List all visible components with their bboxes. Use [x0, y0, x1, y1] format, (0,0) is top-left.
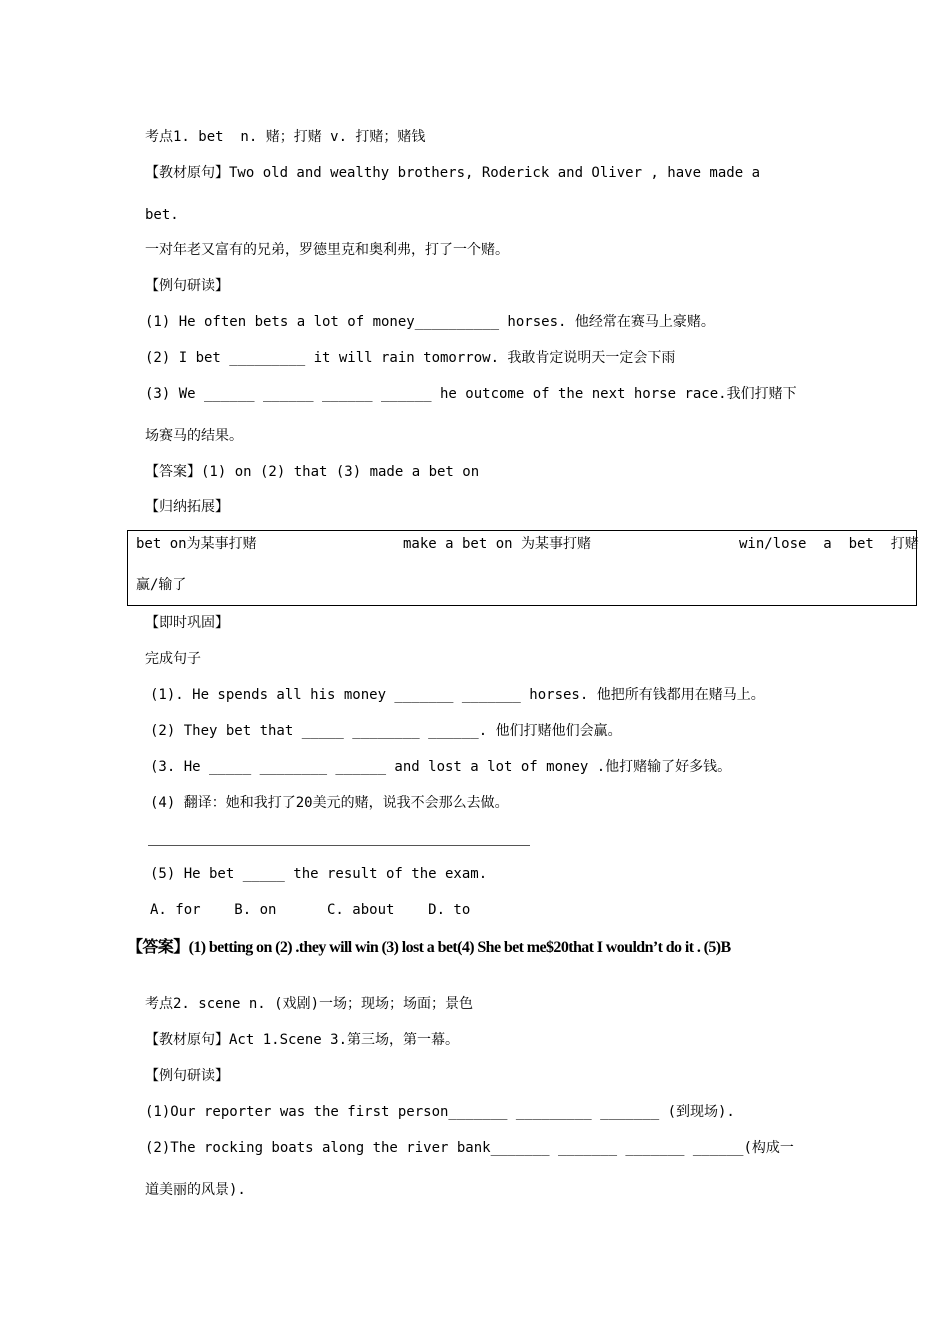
- summary-phrase-3: win/lose a bet 打赌: [739, 536, 919, 552]
- practice-5-options: A. for B. on C. about D. to: [150, 902, 471, 918]
- answer-1: 【答案】(1) on (2) that (3) made a bet on: [145, 464, 480, 480]
- practice-5: (5) He bet _____ the result of the exam.: [150, 866, 488, 882]
- practice-3: (3. He _____ ________ ______ and lost a lot of money .他打赌输了好多钱。: [150, 759, 732, 775]
- summary-phrase-2: make a bet on 为某事打赌: [403, 536, 592, 552]
- examples-heading: 【例句研读】: [145, 278, 229, 294]
- example-3-line1: (3) We ______ ______ ______ ______ he outcome of the next horse race.我们打赌下: [145, 386, 797, 402]
- section2-example-1: (1)Our reporter was the first person_______ _________ _______ (到现场).: [145, 1104, 735, 1120]
- section2-source: 【教材原句】Act 1.Scene 3.第三场，第一幕。: [145, 1032, 460, 1048]
- summary-box: [127, 530, 917, 606]
- example-3-line2: 场赛马的结果。: [145, 428, 243, 444]
- example-1: (1) He often bets a lot of money__________ horses. 他经常在赛马上豪赌。: [145, 314, 715, 330]
- summary-heading: 【归纳拓展】: [145, 499, 229, 515]
- summary-phrase-1: bet on为某事打赌: [136, 536, 257, 552]
- answer-line: [148, 845, 530, 846]
- answer-2: 【答案】(1) betting on (2) .they will win (3) lost a bet(4) She bet me$20that I wouldn’t do it . (5)B: [127, 939, 731, 956]
- source-sentence-line2: bet.: [145, 207, 179, 223]
- source-sentence-line1: 【教材原句】Two old and wealthy brothers, Roderick and Oliver , have made a: [145, 165, 761, 181]
- practice-2: (2) They bet that _____ ________ ______. 他们打赌他们会赢。: [150, 723, 622, 739]
- section2-title: 考点2. scene n. (戏剧)一场；现场；场面；景色: [145, 996, 474, 1012]
- source-translation: 一对年老又富有的兄弟，罗德里克和奥利弗，打了一个赌。: [145, 242, 509, 258]
- practice-4: (4) 翻译：她和我打了20美元的赌，说我不会那么去做。: [150, 795, 509, 811]
- example-2: (2) I bet _________ it will rain tomorrow. 我敢肯定说明天一定会下雨: [145, 350, 676, 366]
- section2-example-2-line2: 道美丽的风景).: [145, 1182, 246, 1198]
- practice-1: (1). He spends all his money _______ _______ horses. 他把所有钱都用在赌马上。: [150, 687, 765, 703]
- practice-subheading: 完成句子: [145, 651, 201, 667]
- section2-examples-heading: 【例句研读】: [145, 1068, 229, 1084]
- practice-heading: 【即时巩固】: [145, 615, 229, 631]
- section2-example-2-line1: (2)The rocking boats along the river bank_______ _______ _______ ______(构成一: [145, 1140, 794, 1156]
- summary-phrase-3-cont: 赢/输了: [136, 577, 187, 593]
- section1-title: 考点1. bet n. 赌；打赌 v. 打赌；赌钱: [145, 129, 426, 145]
